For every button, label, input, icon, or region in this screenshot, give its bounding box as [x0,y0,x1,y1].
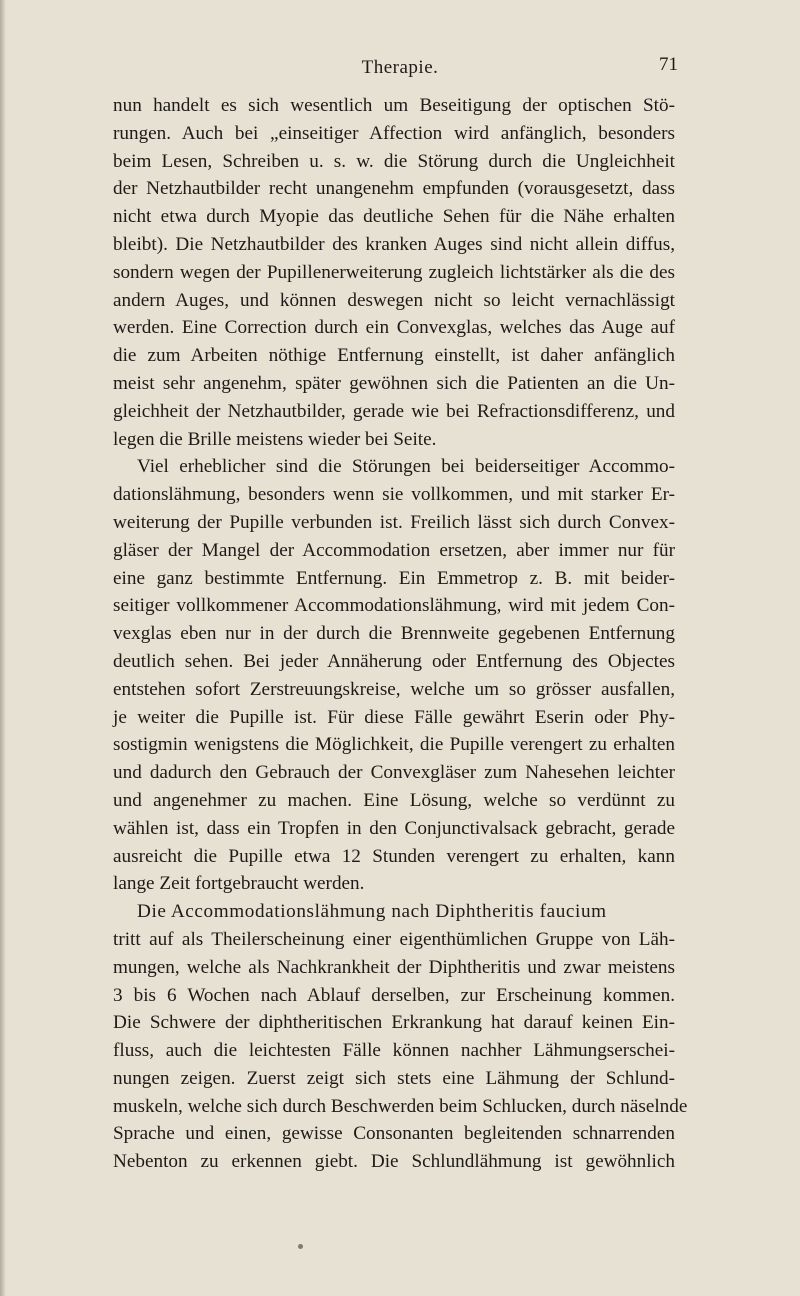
text-line: sostigmin wenigstens die Möglichkeit, die Pupille verengert zu erhalten [113,734,675,756]
text-line: vexglas eben nur in der durch die Brennweite gegebenen Entfernung [113,623,675,645]
text-line: dationslähmung, besonders wenn sie vollkommen, und mit starker Er- [113,484,675,506]
text-line: 3 bis 6 Wochen nach Ablauf derselben, zur Erscheinung kommen. [113,984,675,1006]
text-line: lange Zeit fortgebraucht werden. [113,873,365,895]
text-line: der Netzhautbilder recht unangenehm empfunden (vorausgesetzt, dass [113,178,675,200]
text-line: tritt auf als Theilerscheinung einer eigenthümlichen Gruppe von Läh- [113,928,675,950]
text-line: Die Schwere der diphtheritischen Erkrankung hat darauf keinen Ein- [113,1012,675,1034]
print-speck [298,1244,303,1249]
text-line: rungen. Auch bei „einseitiger Affection wird anfänglich, besonders [113,122,675,144]
page-edge-shadow [0,0,6,1296]
header-title: Therapie. [361,57,439,78]
text-line: nun handelt es sich wesentlich um Beseitigung der optischen Stö- [113,95,675,116]
text-line: bleibt). Die Netzhautbilder des kranken Auges sind nicht allein diffus, [113,233,675,255]
text-line: andern Auges, und können deswegen nicht so leicht vernachlässigt [113,289,675,311]
text-line: die zum Arbeiten nöthige Entfernung einstellt, ist daher anfänglich [113,345,675,367]
running-head [0,54,800,83]
text-line: gläser der Mangel der Accommodation ersetzen, aber immer nur für [113,539,675,561]
text-line: eine ganz bestimmte Entfernung. Ein Emmetrop z. B. mit beider- [113,567,675,589]
text-line: fluss, auch die leichtesten Fälle können nachher Lähmungserschei- [113,1040,675,1062]
text-line: beim Lesen, Schreiben u. s. w. die Störung durch die Ungleichheit [113,150,675,172]
text-line: sondern wegen der Pupillenerweiterung zugleich lichtstärker als die des [113,261,675,283]
text-line: gleichheit der Netzhautbilder, gerade wie bei Refractionsdifferenz, und [113,400,675,422]
text-line: Nebenton zu erkennen giebt. Die Schlundlähmung ist gewöhnlich [113,1151,675,1173]
text-line: nungen zeigen. Zuerst zeigt sich stets eine Lähmung der Schlund- [113,1067,675,1089]
section-heading-line: Die Accommodationslähmung nach Diphtheritis faucium [137,901,607,923]
text-line: entstehen sofort Zerstreuungskreise, welche um so grösser ausfallen, [113,678,675,700]
text-line: je weiter die Pupille ist. Für diese Fälle gewährt Eserin oder Phy- [113,706,675,728]
text-line: deutlich sehen. Bei jeder Annäherung oder Entfernung des Objectes [113,650,675,672]
text-line: muskeln, welche sich durch Beschwerden beim Schlucken, durch näselnde [113,1095,688,1117]
page-number: 71 [659,54,678,75]
text-line: nicht etwa durch Myopie das deutliche Sehen für die Nähe erhalten [113,206,675,228]
text-line: ausreicht die Pupille etwa 12 Stunden verengert zu erhalten, kann [113,845,675,867]
text-line: meist sehr angenehm, später gewöhnen sich die Patienten an die Un- [113,372,675,394]
text-line: und dadurch den Gebrauch der Convexgläser zum Nahesehen leichter [113,762,675,784]
text-line: werden. Eine Correction durch ein Convexglas, welches das Auge auf [113,317,675,339]
text-line: wählen ist, dass ein Tropfen in den Conjunctivalsack gebracht, gerade [113,817,675,839]
text-line: Viel erheblicher sind die Störungen bei beiderseitiger Accommo- [137,456,675,478]
text-line: Sprache und einen, gewisse Consonanten begleitenden schnarrenden [113,1123,675,1145]
text-line: mungen, welche als Nachkrankheit der Diphtheritis und zwar meistens [113,956,675,978]
text-line: und angenehmer zu machen. Eine Lösung, welche so verdünnt zu [113,789,675,811]
text-line: weiterung der Pupille verbunden ist. Freilich lässt sich durch Convex- [113,511,675,533]
text-line: seitiger vollkommener Accommodationslähmung, wird mit jedem Con- [113,595,675,617]
text-line: legen die Brille meistens wieder bei Seite. [113,428,437,450]
body-text [113,92,688,1176]
